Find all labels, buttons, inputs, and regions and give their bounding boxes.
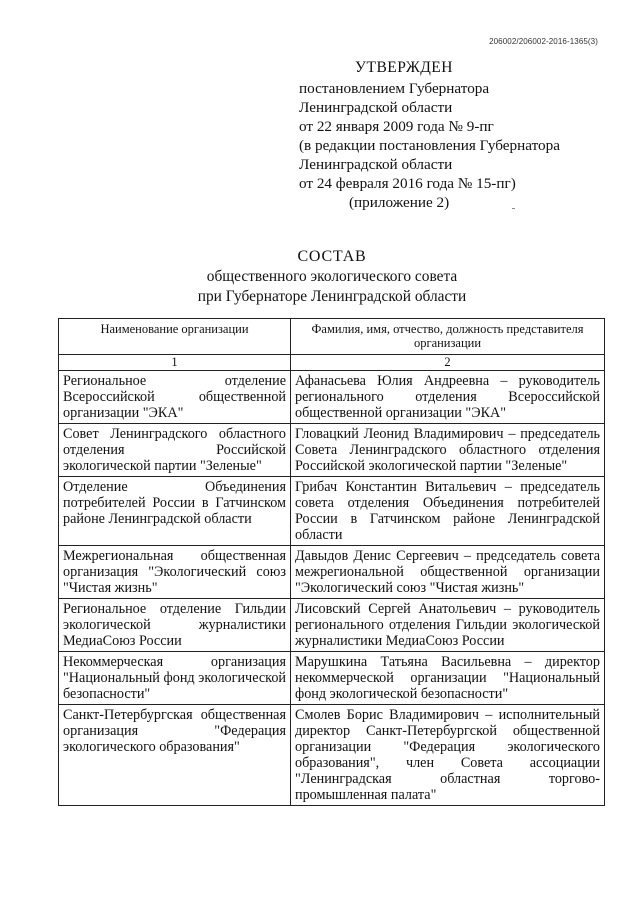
title-line: при Губернаторе Ленинградской области	[197, 288, 467, 305]
column-number-row	[59, 355, 605, 371]
table-row	[59, 546, 605, 599]
approval-line: (в редакции постановления Губернатора	[299, 137, 560, 154]
column-number: 2	[291, 355, 605, 371]
organization-cell: Межрегиональная общественная организация "Экологический союз "Чистая жизнь"	[59, 546, 291, 599]
council-members-table	[58, 318, 605, 806]
organization-cell: Региональное отделение Гильдии экологической журналистики МедиаСоюз России	[59, 599, 291, 652]
column-number: 1	[59, 355, 291, 371]
approval-line: Ленинградской области	[299, 156, 453, 173]
representative-cell: Лисовский Сергей Анатольевич – руководитель регионального отделения Гильдии экологической журналистики МедиаСоюз России	[291, 599, 605, 652]
header-representative: Фамилия, имя, отчество, должность представителя организации	[291, 319, 605, 355]
document-title	[0, 247, 640, 307]
table-row	[59, 477, 605, 546]
approval-line: от 24 февраля 2016 года № 15-пг)	[299, 175, 516, 192]
scan-speck	[512, 208, 515, 209]
representative-cell: Гловацкий Леонид Владимирович – председатель Совета Ленинградского областного отделения Российской экологической партии "Зеленые"	[291, 424, 605, 477]
table-row	[59, 652, 605, 705]
approval-heading: УТВЕРЖДЕН	[355, 59, 453, 76]
approval-line: постановлением Губернатора	[299, 80, 490, 97]
document-id: 206002/206002-2016-1365(3)	[489, 37, 598, 46]
table-row	[59, 705, 605, 806]
representative-cell: Марушкина Татьяна Васильевна – директор некоммерческой организации "Национальный фонд экологической безопасности"	[291, 652, 605, 705]
approval-line: Ленинградской области	[299, 99, 453, 116]
title-line: общественного экологического совета	[206, 268, 458, 285]
representative-cell: Смолев Борис Владимирович – исполнительный директор Санкт-Петербургской общественной организации "Федерация экологического образования", член Совета ассоциации "Ленинградская областная торгово-промышленная палата"	[291, 705, 605, 806]
table-header-row	[59, 319, 605, 355]
approval-block	[299, 58, 599, 212]
organization-cell: Отделение Объединения потребителей России в Гатчинском районе Ленинградской области	[59, 477, 291, 546]
organization-cell: Некоммерческая организация "Национальный фонд экологической безопасности"	[59, 652, 291, 705]
organization-cell: Совет Ленинградского областного отделения Российской экологической партии "Зеленые"	[59, 424, 291, 477]
representative-cell: Грибач Константин Витальевич – председатель совета отделения Объединения потребителей России в Гатчинском районе Ленинградской области	[291, 477, 605, 546]
title-main: СОСТАВ	[297, 248, 367, 265]
table-row	[59, 599, 605, 652]
header-organization: Наименование организации	[59, 319, 291, 355]
approval-line: от 22 января 2009 года № 9-пг	[299, 118, 494, 135]
table-row	[59, 424, 605, 477]
representative-cell: Афанасьева Юлия Андреевна – руководитель регионального отделения Всероссийской общественной организации "ЭКА"	[291, 371, 605, 424]
representative-cell: Давыдов Денис Сергеевич – председатель совета межрегиональной общественной организации "Экологический союз "Чистая жизнь"	[291, 546, 605, 599]
organization-cell: Санкт-Петербургская общественная организация "Федерация экологического образования"	[59, 705, 291, 806]
approval-attachment: (приложение 2)	[349, 194, 450, 211]
table-row	[59, 371, 605, 424]
organization-cell: Региональное отделение Всероссийской общественной организации "ЭКА"	[59, 371, 291, 424]
